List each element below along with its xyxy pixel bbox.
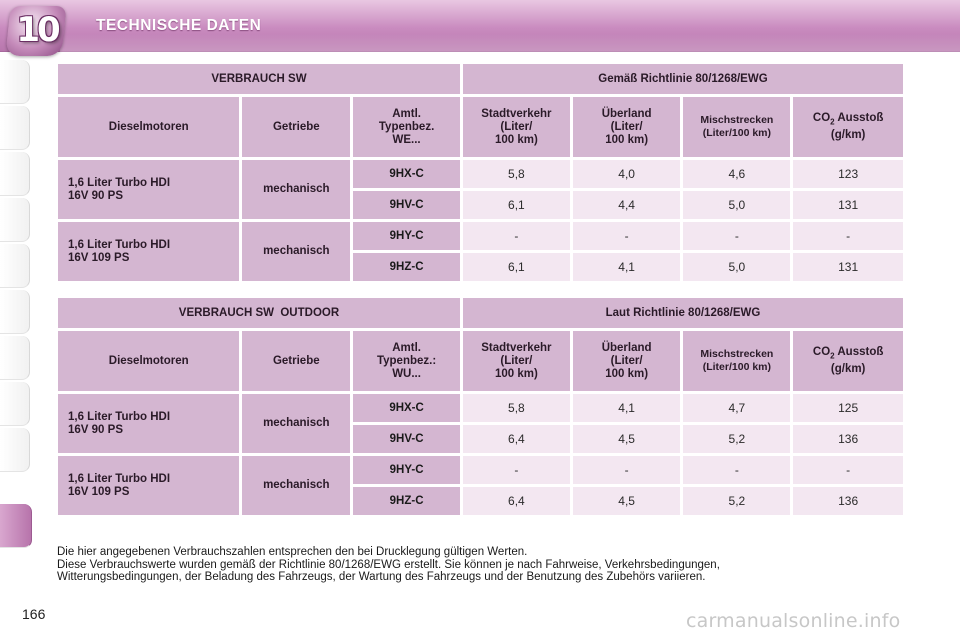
table1-co2: 123 (793, 160, 903, 188)
table2-over: 4,1 (573, 394, 681, 422)
footnote-line-3: Witterungsbedingungen, der Beladung des Fahrzeugs, der Wartung des Fahrzeugs und der Benutzung des Zubehörs variieren. (57, 571, 706, 583)
page-number: 166 (22, 606, 46, 622)
table1-mix: 5,0 (683, 253, 790, 281)
table-row (58, 456, 903, 484)
table2-co2-sub: 2 (830, 351, 835, 361)
table1-over: - (573, 222, 681, 250)
table2-col-over: Überland (Liter/ 100 km) (573, 331, 681, 391)
side-tab-10-active[interactable] (0, 504, 32, 548)
side-tab-3[interactable] (0, 152, 30, 196)
footnote-line-2: Diese Verbrauchswerte wurden gemäß der Richtlinie 80/1268/EWG erstellt. Sie können je nach Fahrweise, Verkehrsbedingungen, (57, 558, 720, 571)
table1-code: 9HX-C (353, 160, 460, 188)
table2-code: 9HY-C (353, 456, 460, 484)
table1-col-mix: Mischstrecken (Liter/100 km) (683, 97, 790, 157)
table2-code: 9HV-C (353, 425, 460, 453)
table2-co2-a: CO (812, 346, 831, 359)
table1-mix: - (683, 222, 790, 250)
table2-col-mix: Mischstrecken (Liter/100 km) (683, 331, 790, 391)
table1-col-type: Amtl. Typenbez. WE... (353, 97, 460, 157)
table2-co2-b: Ausstoß (g/km) (830, 346, 884, 375)
table1-col-over: Überland (Liter/ 100 km) (573, 97, 681, 157)
table1-over: 4,1 (573, 253, 681, 281)
table2-mix: 5,2 (683, 425, 790, 453)
footnote (57, 546, 927, 584)
table1-co2-a: CO (812, 112, 831, 125)
table1-title-right: Gemäß Richtlinie 80/1268/EWG (463, 64, 903, 94)
table1-code: 9HZ-C (353, 253, 460, 281)
side-tab-7[interactable] (0, 336, 30, 380)
table2-col-type: Amtl. Typenbez.: WU... (353, 331, 460, 391)
table1-code: 9HV-C (353, 191, 460, 219)
table1-city: 6,1 (463, 191, 570, 219)
table1-co2: 131 (793, 253, 903, 281)
table1-city: 6,1 (463, 253, 570, 281)
table1-col-co2 (793, 97, 903, 157)
table2-city: 5,8 (463, 394, 570, 422)
table1-city: 5,8 (463, 160, 570, 188)
table2-col-city: Stadtverkehr (Liter/ 100 km) (463, 331, 570, 391)
header-shine (60, 34, 960, 52)
table2-over: 4,5 (573, 425, 681, 453)
page-title: TECHNISCHE DATEN (96, 17, 262, 34)
table1-gear-1: mechanisch (242, 160, 350, 219)
table1-co2-b: Ausstoß (g/km) (830, 112, 884, 141)
table2-title-left: VERBRAUCH SW OUTDOOR (58, 298, 460, 328)
table2-col-gear: Getriebe (242, 331, 350, 391)
side-tabs (0, 60, 34, 560)
table1-col-motor: Dieselmotoren (58, 97, 239, 157)
side-tab-8[interactable] (0, 382, 30, 426)
table-row (58, 394, 903, 422)
table2-co2: 136 (793, 487, 903, 515)
table2-code: 9HZ-C (353, 487, 460, 515)
table1-co2-sub: 2 (830, 117, 835, 127)
footnote-line-1: Die hier angegebenen Verbrauchszahlen entsprechen den bei Drucklegung gültigen Werten. (57, 546, 528, 558)
table2-co2: - (793, 456, 903, 484)
table2-city: - (463, 456, 570, 484)
table-row (58, 222, 903, 250)
table1-col-gear: Getriebe (242, 97, 350, 157)
table2-co2: 125 (793, 394, 903, 422)
table2-over: - (573, 456, 681, 484)
chapter-number: 10 (16, 10, 58, 50)
table1-motor-2: 1,6 Liter Turbo HDI 16V 109 PS (58, 222, 239, 281)
consumption-table-sw (55, 61, 906, 284)
table2-mix: 5,2 (683, 487, 790, 515)
consumption-table-sw-outdoor (55, 295, 906, 518)
table1-co2: - (793, 222, 903, 250)
table-row (58, 160, 903, 188)
table2-city: 6,4 (463, 487, 570, 515)
table1-city: - (463, 222, 570, 250)
table1-col-city: Stadtverkehr (Liter/ 100 km) (463, 97, 570, 157)
table1-gear-2: mechanisch (242, 222, 350, 281)
table2-mix: - (683, 456, 790, 484)
side-tab-9[interactable] (0, 428, 30, 472)
table1-code: 9HY-C (353, 222, 460, 250)
table1-mix: 4,6 (683, 160, 790, 188)
table2-city: 6,4 (463, 425, 570, 453)
table2-col-motor: Dieselmotoren (58, 331, 239, 391)
table2-code: 9HX-C (353, 394, 460, 422)
table1-title-left: VERBRAUCH SW (58, 64, 460, 94)
table1-over: 4,0 (573, 160, 681, 188)
table2-motor-2: 1,6 Liter Turbo HDI 16V 109 PS (58, 456, 239, 515)
table1-mix: 5,0 (683, 191, 790, 219)
watermark: carmanualsonline.info (686, 610, 901, 632)
side-tab-4[interactable] (0, 198, 30, 242)
table2-gear-1: mechanisch (242, 394, 350, 453)
table1-over: 4,4 (573, 191, 681, 219)
side-tab-2[interactable] (0, 106, 30, 150)
side-tab-5[interactable] (0, 244, 30, 288)
side-tab-1[interactable] (0, 60, 30, 104)
side-tab-6[interactable] (0, 290, 30, 334)
table2-title-right: Laut Richtlinie 80/1268/EWG (463, 298, 903, 328)
table2-mix: 4,7 (683, 394, 790, 422)
table2-motor-1: 1,6 Liter Turbo HDI 16V 90 PS (58, 394, 239, 453)
table2-co2: 136 (793, 425, 903, 453)
table1-motor-1: 1,6 Liter Turbo HDI 16V 90 PS (58, 160, 239, 219)
table2-gear-2: mechanisch (242, 456, 350, 515)
table1-co2: 131 (793, 191, 903, 219)
table2-col-co2 (793, 331, 903, 391)
table2-over: 4,5 (573, 487, 681, 515)
